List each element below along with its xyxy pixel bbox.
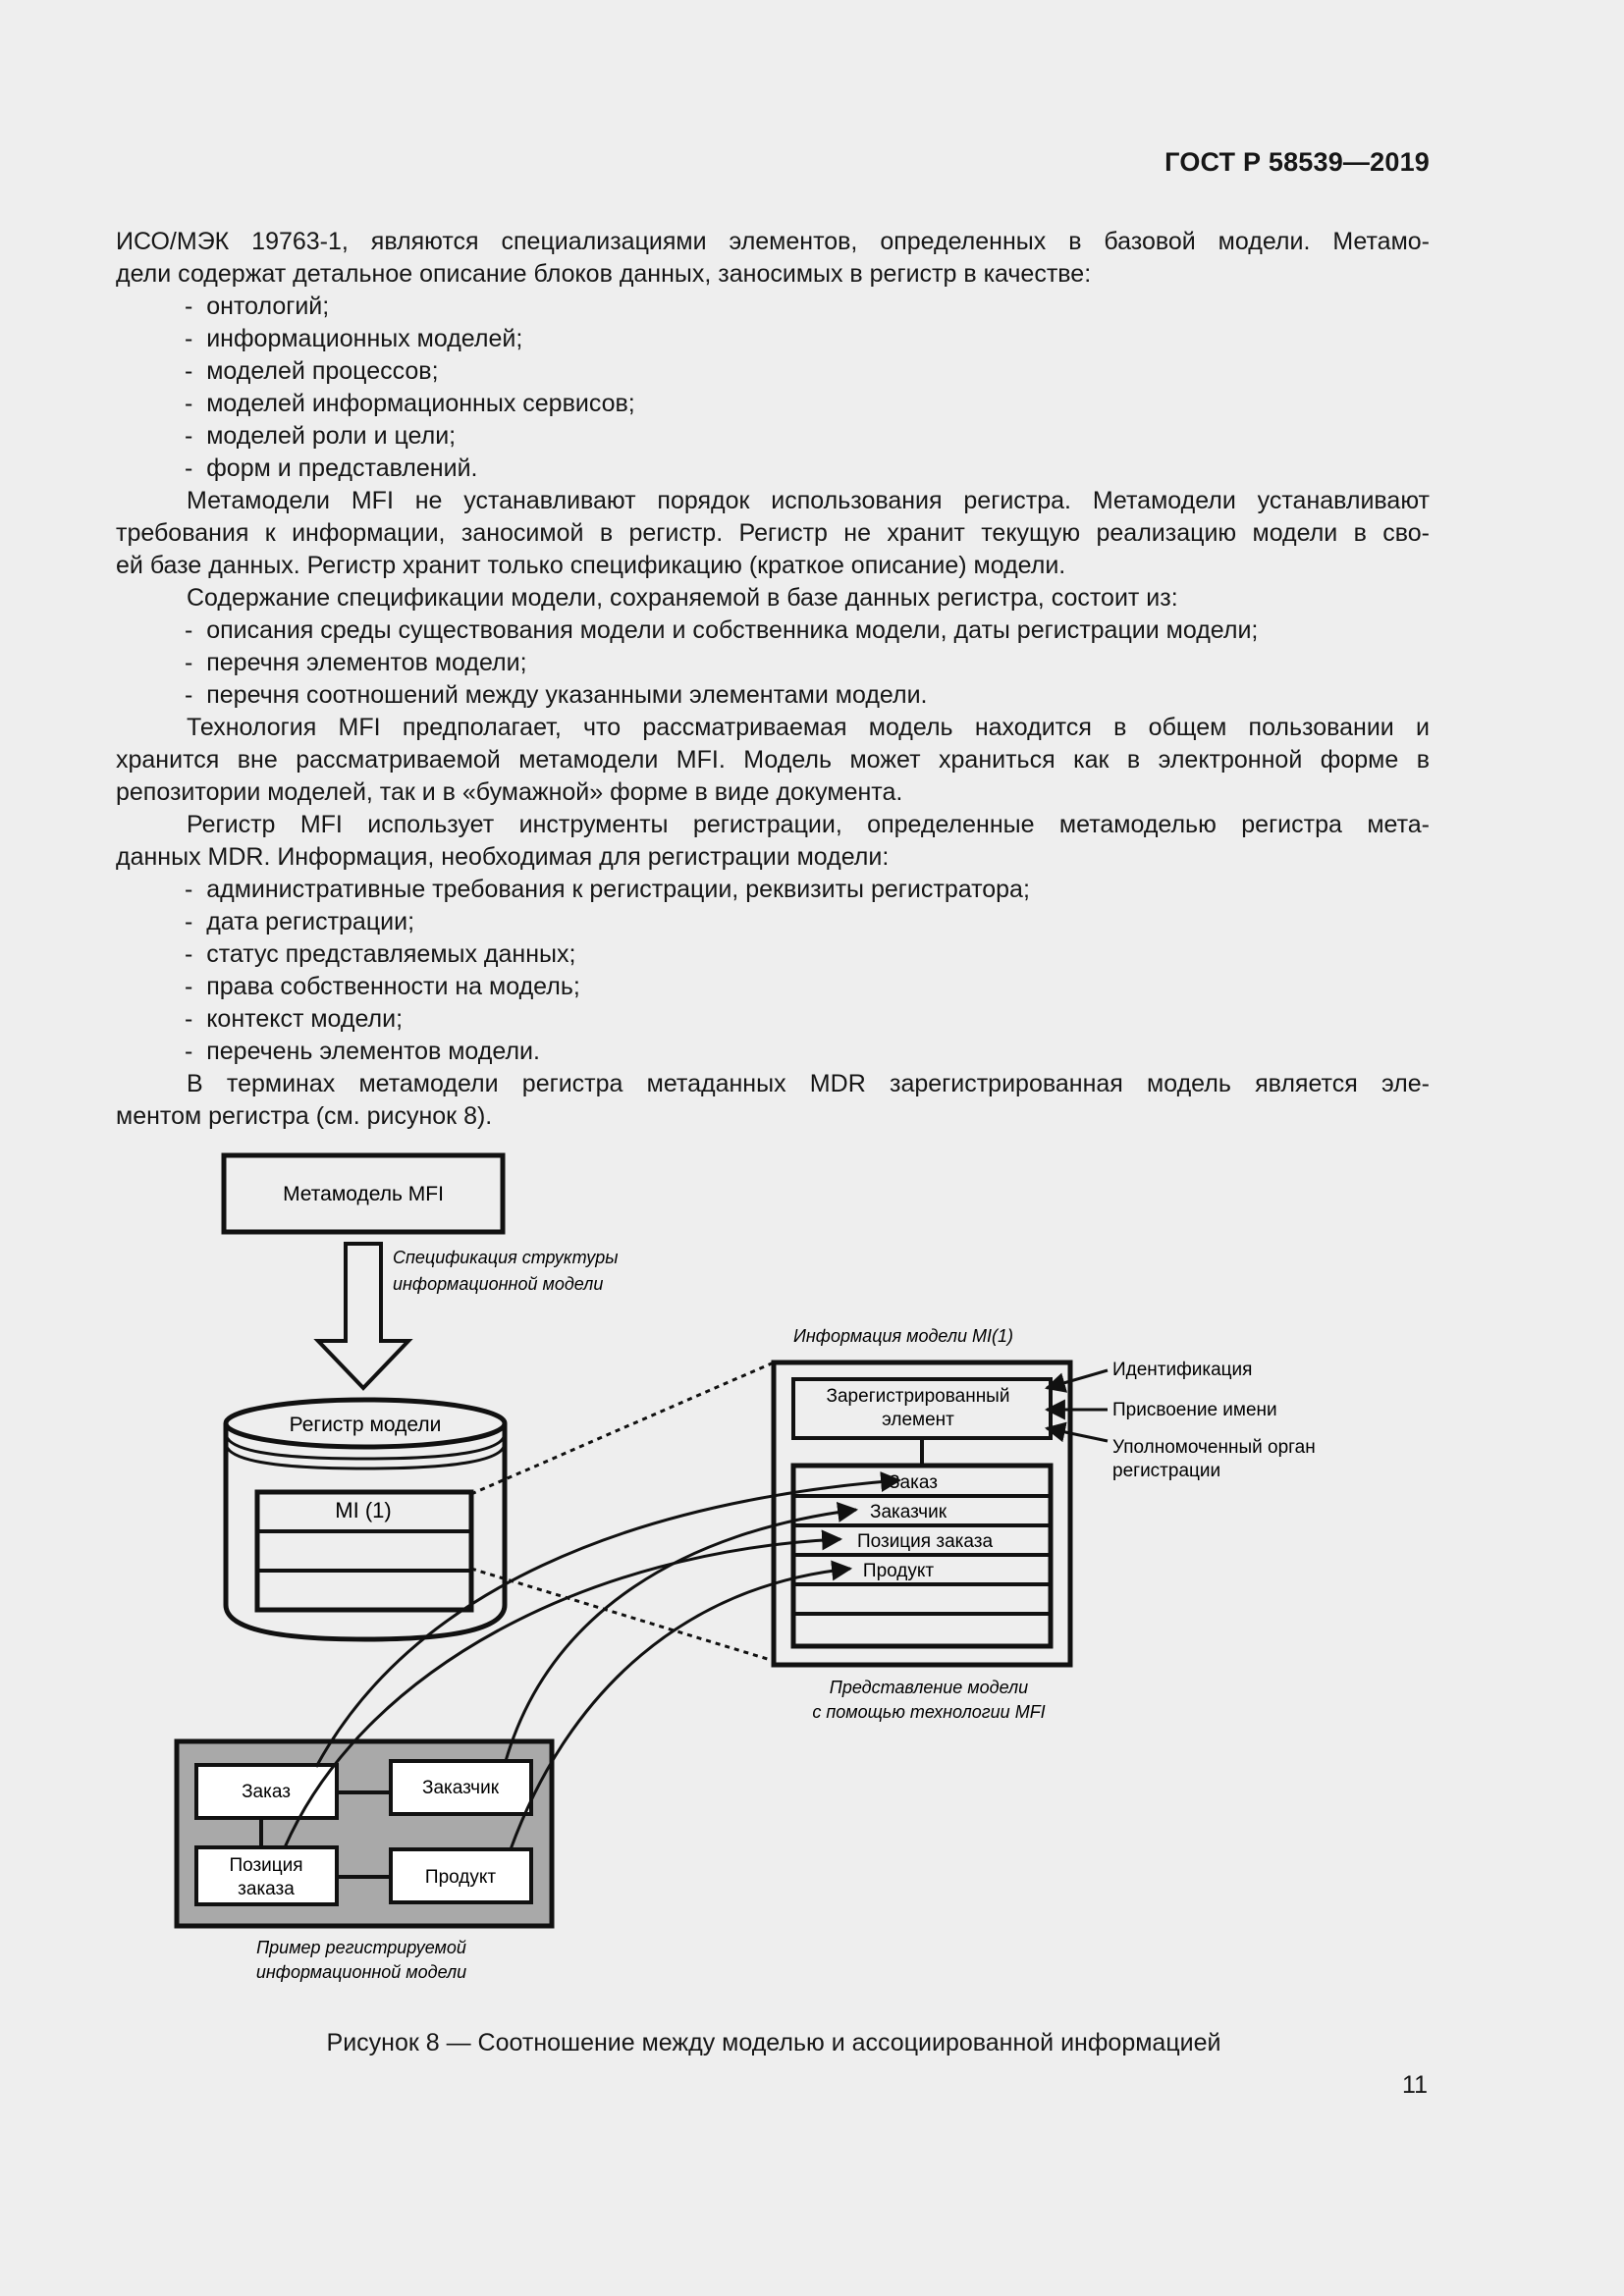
- row-label-product: Продукт: [862, 1561, 935, 1581]
- info-title: Информация модели MI(1): [793, 1326, 1013, 1346]
- list-item: - форм и представлений.: [116, 453, 1430, 485]
- arrow-label: Спецификация структуры: [393, 1248, 619, 1267]
- example-order-label: Заказ: [242, 1782, 291, 1802]
- list-item: - перечня элементов модели;: [116, 647, 1430, 679]
- example-customer-label: Заказчик: [421, 1778, 500, 1798]
- list-item: - онтологий;: [116, 291, 1430, 323]
- paragraph: ИСО/МЭК 19763-1, являются специализациями элементов, определенных в базовой модели. Метамо-: [116, 228, 1430, 255]
- repr-caption: Представление модели: [829, 1678, 1029, 1697]
- paragraph: ментом регистра (см. рисунок 8).: [116, 1102, 493, 1130]
- paragraph: Регистр MFI использует инструменты регистрации, определенные метамоделью регистра мета-: [187, 811, 1430, 838]
- attr-naming: Присвоение имени: [1112, 1400, 1277, 1420]
- mi-label: MI (1): [335, 1498, 392, 1522]
- paragraph: Метамодели MFI не устанавливают порядок использования регистра. Метамодели устанавливают: [187, 487, 1430, 514]
- row-label-position: Позиция заказа: [856, 1531, 994, 1552]
- registered-element-label: Зарегистрированный: [826, 1386, 1010, 1407]
- row-label-customer: Заказчик: [869, 1502, 947, 1522]
- example-caption: Пример регистрируемой: [256, 1938, 466, 1957]
- example-product-label: Продукт: [424, 1867, 497, 1888]
- list-item: - описания среды существования модели и собственника модели, даты регистрации модели;: [116, 614, 1430, 647]
- standard-header: ГОСТ Р 58539—2019: [1164, 147, 1430, 177]
- list-item: - перечня соотношений между указанными элементами модели.: [116, 679, 1430, 712]
- attr-authority: Уполномоченный орган: [1112, 1437, 1316, 1458]
- list-item: - перечень элементов модели.: [116, 1036, 1430, 1068]
- list-item: - дата регистрации;: [116, 906, 1430, 938]
- list-item: - информационных моделей;: [116, 323, 1430, 355]
- list-item: - моделей информационных сервисов;: [116, 388, 1430, 420]
- page-number: 11: [1402, 2071, 1428, 2099]
- list-item: - контекст модели;: [116, 1003, 1430, 1036]
- row-label-order: Заказ: [889, 1472, 938, 1493]
- metamodel-label: Метамодель MFI: [283, 1183, 444, 1205]
- paragraph: требования к информации, заносимой в регистр. Регистр не хранит текущую реализацию модели в сво-: [116, 519, 1430, 547]
- attr-identification: Идентификация: [1112, 1360, 1253, 1380]
- projection-line: [471, 1362, 774, 1494]
- list-item: - моделей процессов;: [116, 355, 1430, 388]
- list-item: - права собственности на модель;: [116, 971, 1430, 1003]
- paragraph: В терминах метамодели регистра метаданных MDR зарегистрированная модель является эле-: [187, 1070, 1430, 1097]
- paragraph: Технология MFI предполагает, что рассматриваемая модель находится в общем пользовании и: [187, 714, 1430, 741]
- attr-authority: регистрации: [1112, 1461, 1221, 1481]
- paragraph: Содержание спецификации модели, сохраняемой в базе данных регистра, состоит из:: [187, 584, 1178, 612]
- example-caption: информационной модели: [255, 1962, 467, 1982]
- registered-element-label: элемент: [882, 1410, 954, 1430]
- list-item: - моделей роли и цели;: [116, 420, 1430, 453]
- paragraph: данных MDR. Информация, необходимая для регистрации модели:: [116, 843, 890, 871]
- example-position-label: Позиция: [229, 1855, 303, 1876]
- paragraph: ей базе данных. Регистр хранит только спецификацию (краткое описание) модели.: [116, 552, 1066, 579]
- paragraph: репозитории моделей, так и в «бумажной» форме в виде документа.: [116, 778, 903, 806]
- paragraph: дели содержат детальное описание блоков данных, заносимых в регистр в качестве:: [116, 260, 1092, 288]
- list-item: - административные требования к регистрации, реквизиты регистратора;: [116, 874, 1430, 906]
- arrow-label: информационной модели: [393, 1274, 604, 1294]
- paragraph: хранится вне рассматриваемой метамодели MFI. Модель может храниться как в электронной форме в: [116, 746, 1430, 774]
- list-item: - статус представляемых данных;: [116, 938, 1430, 971]
- figure-caption: Рисунок 8 — Соотношение между моделью и ассоциированной информацией: [326, 2029, 1221, 2056]
- example-position-label: заказа: [238, 1879, 295, 1899]
- projection-line: [471, 1569, 774, 1661]
- registry-label: Регистр модели: [289, 1414, 442, 1436]
- repr-caption: с помощью технологии MFI: [812, 1702, 1046, 1722]
